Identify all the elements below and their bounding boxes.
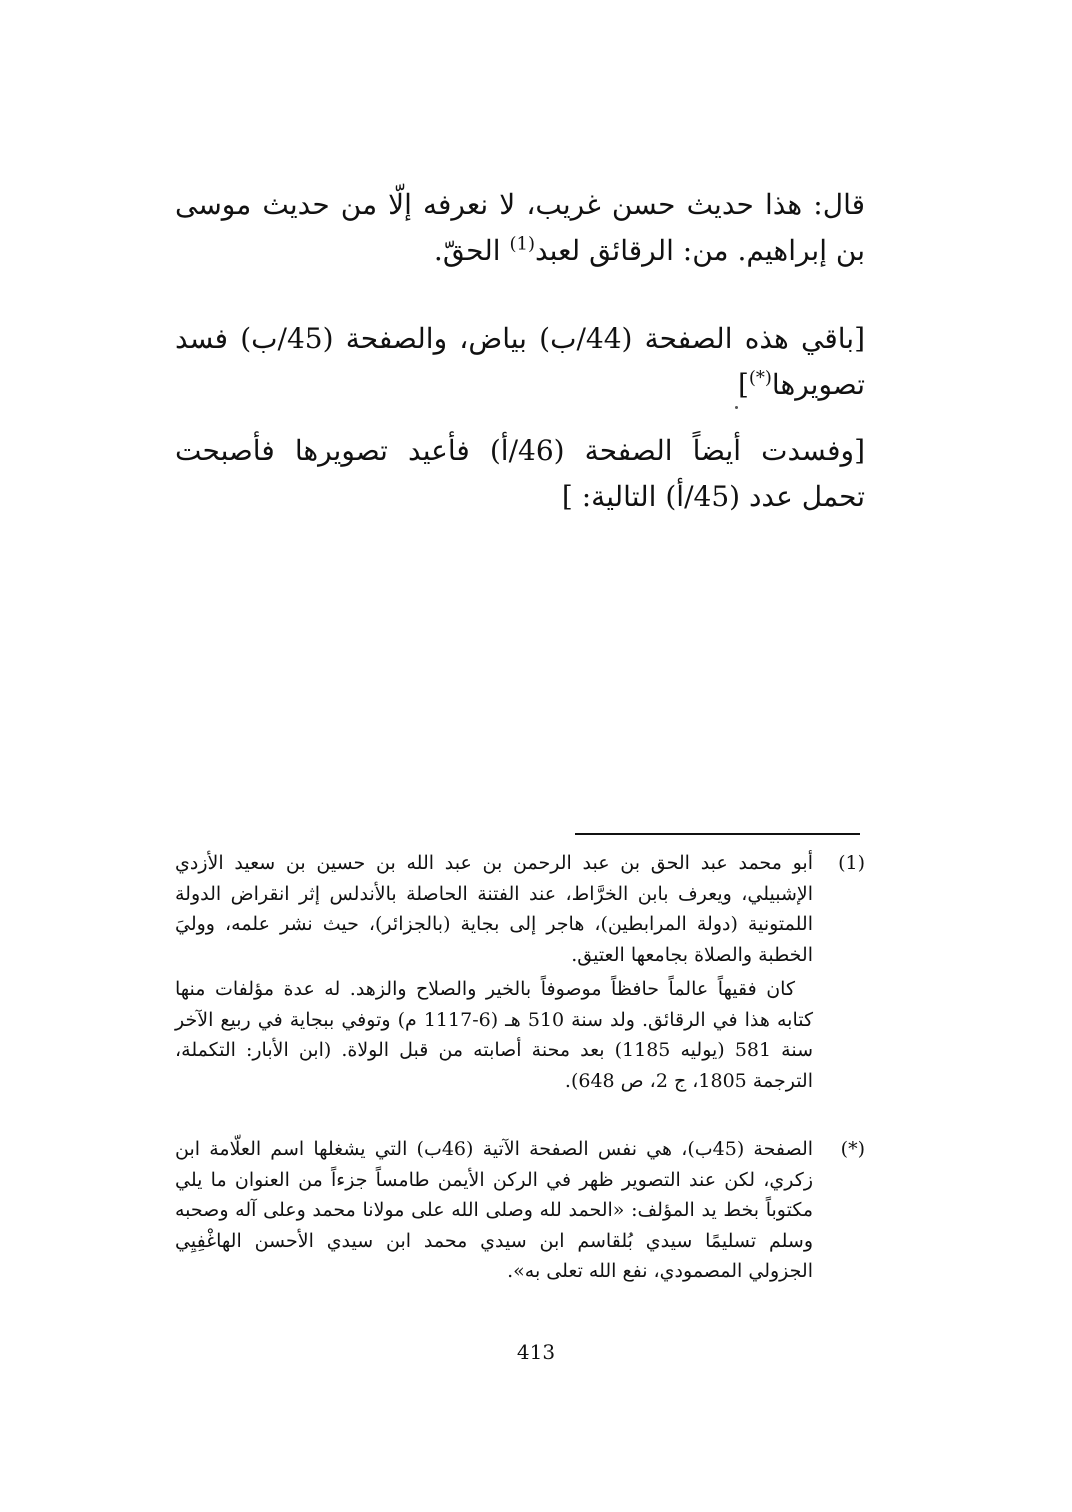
- footnote-asterisk: [175, 1134, 865, 1287]
- footnote-reference-1[interactable]: (1): [509, 233, 535, 255]
- paragraph-text: قال: هذا حديث حسن غريب، لا نعرفه إلّا من حديث موسى بن إبراهيم. من: الرقائق لعبد: [175, 188, 865, 267]
- paragraph-text: الحقّ.: [433, 234, 510, 267]
- paragraph-text: [وفسدت أيضاً الصفحة (46/أ) فأعيد تصويرها فأصبحت تحمل عدد (45/أ) التالية: ]: [175, 434, 865, 513]
- stray-mark: [735, 406, 738, 409]
- footnote-separator: [575, 833, 860, 835]
- footnote-body: [175, 1134, 813, 1287]
- footnote-reference-asterisk[interactable]: (*): [748, 367, 772, 389]
- footnote-body: [175, 848, 813, 1096]
- footnote-paragraph: الصفحة (45ب)، هي نفس الصفحة الآتية (46ب) التي يشغلها اسم العلّامة ابن زكري، لكن عند التصوير ظهر في الركن الأيمن طامساً جزءاً من العنوان ما يلي مكتوباً بخط يد المؤلف: «الحمد لله وصلى الله على مولانا محمد وعلى آله وصحبه وسلم تسليمًا سيدي بُلقاسم ابن سيدي محمد ابن سيدي الأحسن الهاغْفِيِي الجزولي المصمودي، نفع الله تعلى به».: [175, 1138, 814, 1282]
- footnote-1: [175, 848, 865, 1096]
- page-number: 413: [516, 1340, 556, 1364]
- paragraph-text: ]: [737, 368, 749, 401]
- main-paragraph-1: [175, 182, 865, 274]
- paragraph-text: [باقي هذه الصفحة (44/ب) بياض، والصفحة (45/ب) فسد تصويرها: [175, 322, 865, 401]
- footnote-marker: (*): [840, 1138, 865, 1160]
- main-paragraph-3: [175, 428, 865, 520]
- footnote-marker: (1): [838, 852, 865, 874]
- footnote-paragraph: أبو محمد عبد الحق بن عبد الرحمن بن عبد الله بن حسين بن سعيد الأزدي الإشبيلي، ويعرف بابن الخرَّاط، عند الفتنة الحاصلة بالأندلس إثر انقراض الدولة اللمتونية (دولة المرابطين)، هاجر إلى بجاية (بالجزائر)، حيث نشر علمه، ووليَ الخطبة والصلاة بجامعها العتيق.: [175, 852, 813, 966]
- footnote-paragraph: كان فقيهاً عالماً حافظاً موصوفاً بالخير والصلاح والزهد. له عدة مؤلفات منها كتابه هذا في الرقائق. ولد سنة 510 هـ (6-1117 م) وتوفي ببجاية في ربيع الآخر سنة 581 (يوليه 1185) بعد محنة أصابته من قبل الولاة. (ابن الأبار: التكملة، الترجمة 1805، ج 2، ص 648).: [175, 978, 814, 1092]
- main-paragraph-2: [175, 316, 865, 408]
